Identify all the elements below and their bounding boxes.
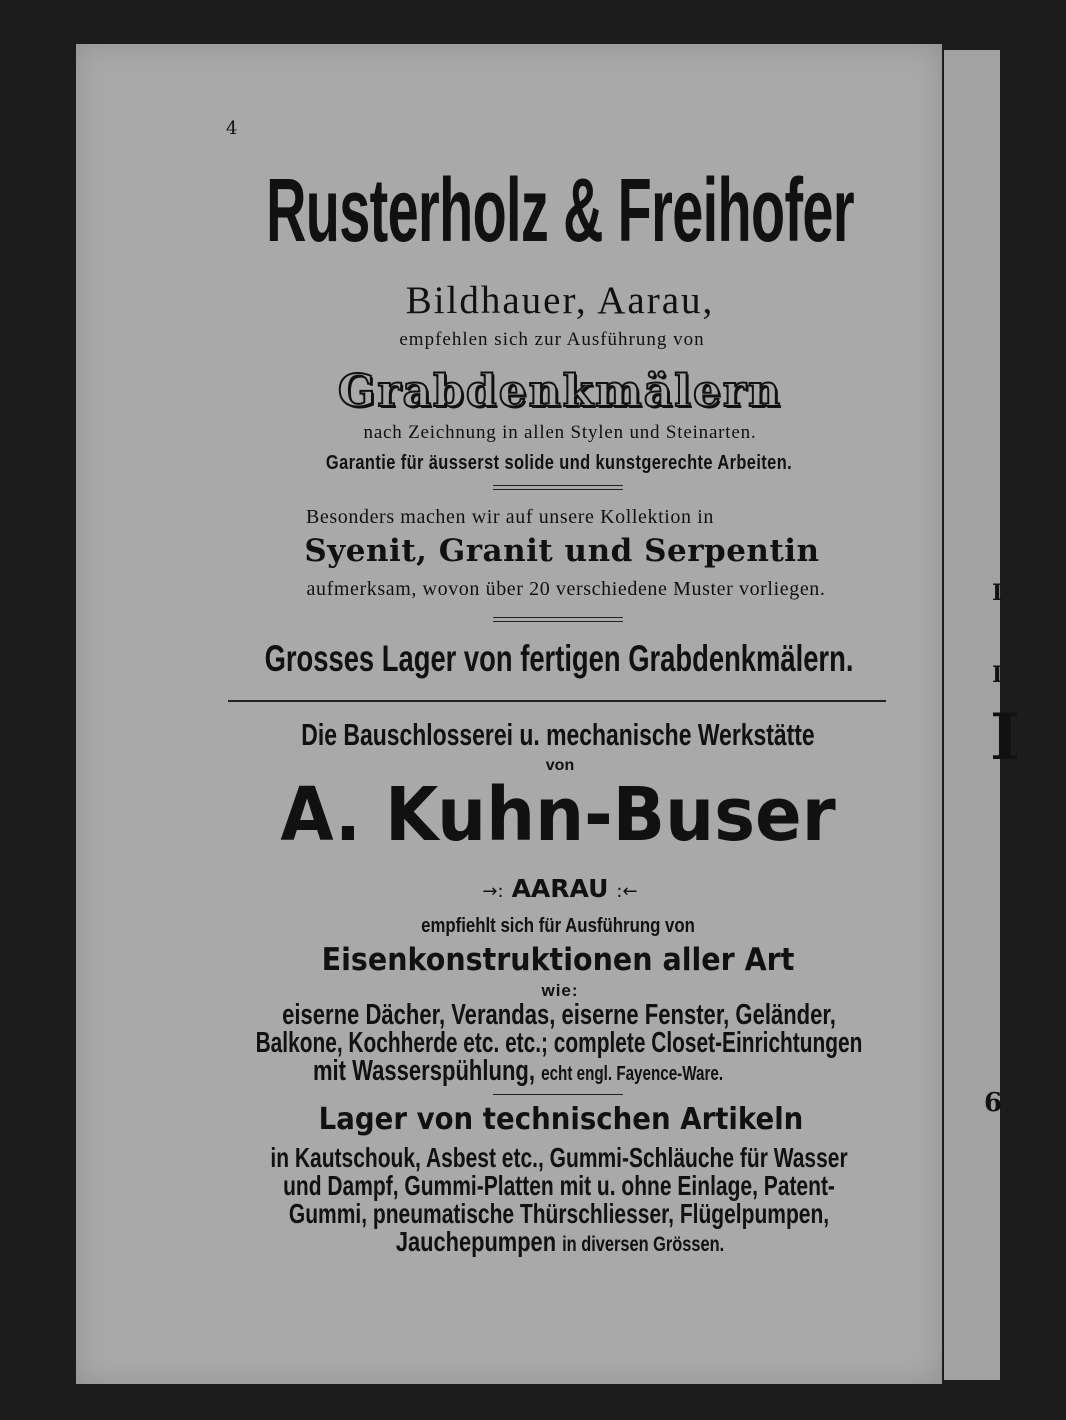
specialty-heading: Eisenkonstruktionen aller Art [321, 942, 795, 978]
items-line-3a: mit Wasserspühlung, [312, 1055, 536, 1087]
wie-line: wie: [541, 981, 579, 1000]
intro-line: empfehlen sich zur Ausführung von [399, 329, 705, 350]
section-separator [228, 700, 886, 702]
business-line: Die Bauschlosserei u. mechanische Werkstätte [301, 717, 815, 752]
facing-page-fragment: I [992, 662, 1003, 688]
lager-line-4a: Jauchepumpen [395, 1226, 557, 1257]
collection-intro: Besonders machen wir auf unsere Kollektion in [305, 506, 714, 528]
divider [493, 485, 623, 490]
lager-heading: Lager von technischen Artikeln [318, 1102, 804, 1137]
product-heading: Grabdenkmälern [337, 366, 783, 417]
facing-page-fragment: I [992, 580, 1003, 606]
items-line-2: Balkone, Kochherde etc. etc.; complete Closet-Einrichtungen [255, 1027, 863, 1059]
city-name: AARAU [511, 874, 609, 903]
facing-page-fragment: 6 [984, 1088, 1003, 1118]
lager-line-4 [396, 1226, 724, 1258]
company-name: Rusterholz & Freihofer [266, 161, 854, 261]
stones-heading: Syenit, Granit und Serpentin [304, 533, 820, 569]
facing-page-fragment: I [990, 700, 1020, 775]
facing-page-edge [944, 50, 1020, 1380]
items-line-3b: echt engl. Fayence-Ware. [541, 1063, 724, 1085]
divider [493, 1094, 623, 1095]
stock-heading: Grosses Lager von fertigen Grabdenkmälern. [264, 638, 854, 679]
von-line: von [545, 757, 575, 774]
detail-line: nach Zeichnung in allen Stylen und Steinarten. [363, 422, 757, 443]
arrow-left-icon: :← [616, 881, 638, 902]
owner-name: A. Kuhn-Buser [280, 772, 836, 858]
intro2-line: empfiehlt sich für Ausführung von [421, 915, 695, 937]
city-line [60, 874, 1060, 903]
arrow-right-icon: →: [482, 881, 504, 902]
divider [493, 617, 623, 622]
lager-line-1: in Kautschouk, Asbest etc., Gummi-Schläuche für Wasser [270, 1142, 848, 1173]
lager-line-2: und Dampf, Gummi-Platten mit u. ohne Einlage, Patent- [283, 1170, 835, 1201]
guarantee-line: Garantie für äusserst solide und kunstgerechte Arbeiten. [325, 452, 793, 474]
items-line-1: eiserne Dächer, Verandas, eiserne Fenster, Geländer, [282, 999, 836, 1031]
items-line-3 [313, 1055, 723, 1088]
lager-line-4b: in diversen Grössen. [562, 1233, 725, 1256]
lager-line-3: Gummi, pneumatische Thürschliesser, Flügelpumpen, [288, 1198, 830, 1229]
trade-line: Bildhauer, Aarau, [405, 279, 715, 322]
page-number: 4 [226, 118, 238, 139]
samples-line: aufmerksam, wovon über 20 verschiedene Muster vorliegen. [306, 578, 826, 600]
